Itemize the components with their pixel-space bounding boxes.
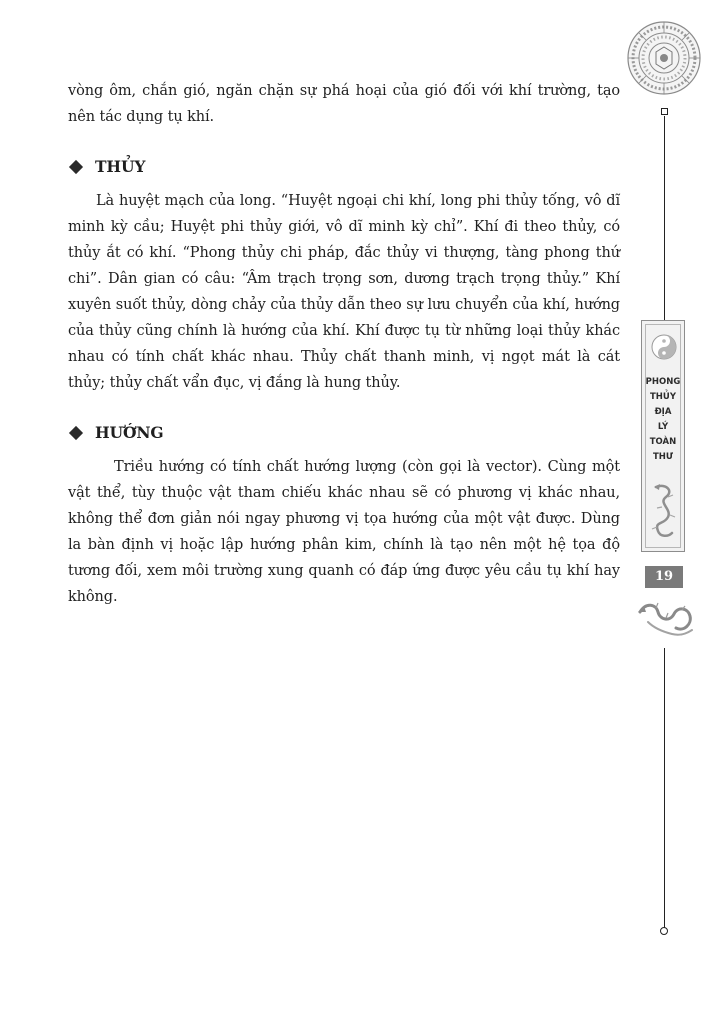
- book-title-panel: [641, 320, 685, 552]
- book-title-line: THỦY: [650, 392, 676, 402]
- huong-paragraph: Triều hướng có tính chất hướng lượng (còn gọi là vector). Cùng một vật thể, tùy thuộc vật tham chiếu khác nhau sẽ có phương vị khác nhau, không thể đơn giản nói ngay phương vị tọa hướng của một vật được. Dùng la bàn định vị hoặc lập hướng phân kim, chính là tạo nên một hệ tọa độ tương đối, xem môi trường xung quanh có đáp ứng được yêu cầu tụ khí hay không.: [68, 459, 620, 605]
- body-text: [68, 78, 620, 610]
- heading-huong-label: HƯỚNG: [95, 423, 164, 442]
- book-title-line: PHONG: [645, 377, 681, 387]
- rail-line-lower: [664, 648, 665, 928]
- intro-paragraph: vòng ôm, chắn gió, ngăn chặn sự phá hoại của gió đối với khí trường, tạo nên tác dụng tụ khí.: [68, 83, 620, 125]
- thuy-paragraph: Là huyệt mạch của long. “Huyệt ngoại chi khí, long phi thủy tống, vô dĩ minh kỳ cầu; Huyệt phi thủy giới, vô dĩ minh kỳ chỉ”. Khí đi theo thủy, có thủy ắt có khí. “Phong thủy chi pháp, đắc thủy vi thượng, tàng phong thứ chi”. Dân gian có câu: “Âm trạch trọng sơn, dương trạch trọng thủy.” Khí xuyên suốt thủy, dòng chảy của thủy dẫn theo sự lưu chuyển của khí, hướng của thủy cũng chính là hướng của khí. Khí được tụ từ những loại thủy khác nhau có tính chất khác nhau. Thủy chất thanh minh, vị ngọt mát là cát thủy; thủy chất vẩn đục, vị đắng là hung thủy.: [68, 193, 620, 391]
- dragon-icon: [648, 481, 680, 543]
- section-heading-thuy: [68, 154, 620, 180]
- book-title-line: LÝ: [657, 422, 669, 432]
- diamond-bullet-icon: [69, 426, 83, 440]
- page-number: 19: [645, 566, 683, 588]
- section-heading-huong: [68, 420, 620, 446]
- compass-seal-icon: [626, 20, 702, 96]
- rail-line-upper: [664, 116, 665, 320]
- dragon-icon: [636, 598, 696, 642]
- book-title-line: THƯ: [652, 452, 673, 462]
- book-title: [642, 375, 684, 465]
- rail-top-square: [661, 108, 668, 115]
- book-title-line: ĐỊA: [654, 407, 672, 417]
- yin-yang-icon: [651, 334, 677, 360]
- rail-bottom-node: [660, 927, 668, 935]
- heading-thuy-label: THỦY: [95, 157, 146, 176]
- book-title-line: TOÀN: [649, 437, 677, 447]
- diamond-bullet-icon: [69, 160, 83, 174]
